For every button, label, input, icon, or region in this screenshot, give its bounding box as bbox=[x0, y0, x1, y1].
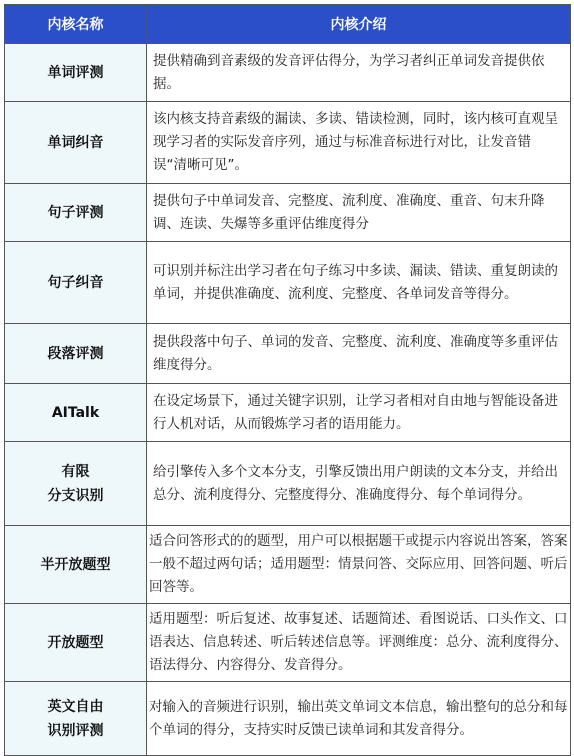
table-row bbox=[5, 324, 571, 384]
table-row bbox=[5, 102, 571, 184]
kernel-name: 单词评测 bbox=[5, 44, 147, 102]
kernel-name: 开放题型 bbox=[5, 604, 147, 682]
kernel-name: AITalk bbox=[5, 384, 147, 442]
kernel-desc: 适合问答形式的的题型，用户可以根据题干或提示内容说出答案，答案一般不超过两句话；适用题型：情景问答、交际应用、回答问题、听后回答等。 bbox=[147, 526, 571, 604]
kernel-name bbox=[5, 442, 147, 526]
table-row bbox=[5, 682, 571, 756]
kernel-desc: 提供句子中单词发音、完整度、流利度、准确度、重音、句末升降调、连读、失爆等多重评估维度得分 bbox=[147, 184, 571, 242]
kernel-name-line: 分支识别 bbox=[47, 487, 104, 504]
kernel-desc: 该内核支持音素级的漏读、多读、错读检测，同时，该内核可直观呈现学习者的实际发音序列，通过与标准音标进行对比，让发音错误“清晰可见”。 bbox=[147, 102, 571, 184]
kernel-table-container bbox=[4, 4, 570, 756]
kernel-table bbox=[4, 4, 571, 756]
kernel-desc: 给引擎传入多个文本分支，引擎反馈出用户朗读的文本分支，并给出总分、流利度得分、完整度得分、准确度得分、每个单词得分。 bbox=[147, 442, 571, 526]
kernel-desc: 在设定场景下，通过关键字识别，让学习者相对自由地与智能设备进行人机对话，从而锻炼学习者的语用能力。 bbox=[147, 384, 571, 442]
kernel-desc: 对输入的音频进行识别，输出英文单词文本信息，输出整句的总分和每个单词的得分，支持实时反馈已读单词和其发音得分。 bbox=[147, 682, 571, 756]
kernel-desc: 适用题型：听后复述、故事复述、话题简述、看图说话、口头作文、口语表达、信息转述、听后转述信息等。评测维度：总分、流利度得分、语法得分、内容得分、发音得分。 bbox=[147, 604, 571, 682]
kernel-name-line: 识别评测 bbox=[47, 722, 104, 739]
kernel-desc: 提供段落中句子、单词的发音、完整度、流利度、准确度等多重评估维度得分。 bbox=[147, 324, 571, 384]
table-row bbox=[5, 242, 571, 324]
kernel-desc: 提供精确到音素级的发音评估得分，为学习者纠正单词发音提供依据。 bbox=[147, 44, 571, 102]
table-row bbox=[5, 526, 571, 604]
kernel-name: 句子纠音 bbox=[5, 242, 147, 324]
kernel-name-line: 有限 bbox=[61, 463, 90, 480]
kernel-name: 半开放题型 bbox=[5, 526, 147, 604]
table-row bbox=[5, 442, 571, 526]
header-kernel-name: 内核名称 bbox=[5, 5, 147, 44]
header-kernel-desc: 内核介绍 bbox=[147, 5, 571, 44]
kernel-name-line: 英文自由 bbox=[47, 698, 104, 715]
table-row bbox=[5, 604, 571, 682]
kernel-name: 单词纠音 bbox=[5, 102, 147, 184]
table-header-row bbox=[5, 5, 571, 44]
table-row bbox=[5, 384, 571, 442]
kernel-desc: 可识别并标注出学习者在句子练习中多读、漏读、错读、重复朗读的单词，并提供准确度、流利度、完整度、各单词发音等得分。 bbox=[147, 242, 571, 324]
kernel-name: 段落评测 bbox=[5, 324, 147, 384]
table-row bbox=[5, 44, 571, 102]
kernel-name: 句子评测 bbox=[5, 184, 147, 242]
kernel-name bbox=[5, 682, 147, 756]
table-row bbox=[5, 184, 571, 242]
